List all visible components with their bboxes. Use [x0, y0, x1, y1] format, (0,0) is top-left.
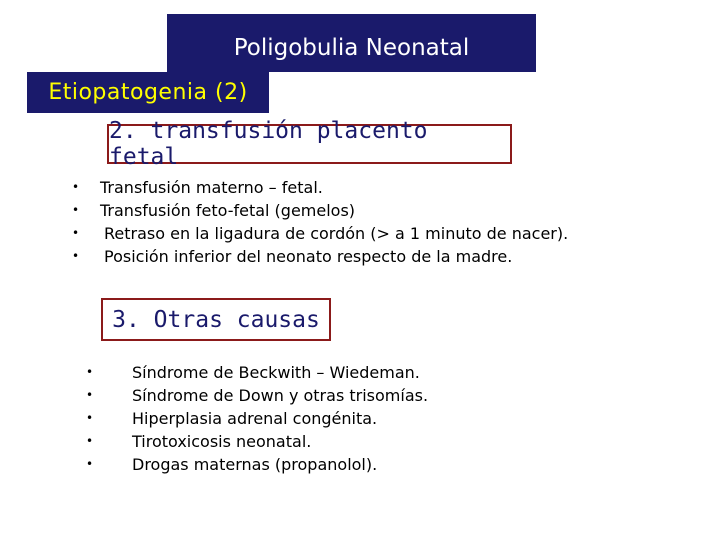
bullet-icon: •: [72, 249, 80, 263]
bullet-icon: •: [86, 457, 94, 471]
bullet-icon: •: [86, 411, 94, 425]
slide-subtitle: Etiopatogenia (2): [27, 72, 269, 113]
list-item-text: Transfusión materno – fetal.: [100, 178, 323, 197]
bullet-icon: •: [86, 388, 94, 402]
list-item-text: Drogas maternas (propanolol).: [132, 455, 378, 474]
slide-title: Poligobulia Neonatal: [167, 14, 536, 72]
list-item-text: Posición inferior del neonato respecto de la madre.: [104, 247, 513, 266]
section-heading-other-causes: 3. Otras causas: [101, 298, 331, 341]
list-item-text: Transfusión feto-fetal (gemelos): [100, 201, 356, 220]
list-item-text: Síndrome de Beckwith – Wiedeman.: [132, 363, 420, 382]
bullet-icon: •: [72, 226, 80, 240]
list-item-text: Retraso en la ligadura de cordón (> a 1 minuto de nacer).: [104, 224, 569, 243]
bullet-icon: •: [86, 434, 94, 448]
section-heading-transfusion: 2. transfusión placento fetal: [107, 124, 512, 164]
list-item-text: Síndrome de Down y otras trisomías.: [132, 386, 429, 405]
bullet-icon: •: [86, 365, 94, 379]
bullet-icon: •: [72, 180, 80, 194]
list-item-text: Hiperplasia adrenal congénita.: [132, 409, 378, 428]
list-item-text: Tirotoxicosis neonatal.: [132, 432, 312, 451]
bullet-icon: •: [72, 203, 80, 217]
